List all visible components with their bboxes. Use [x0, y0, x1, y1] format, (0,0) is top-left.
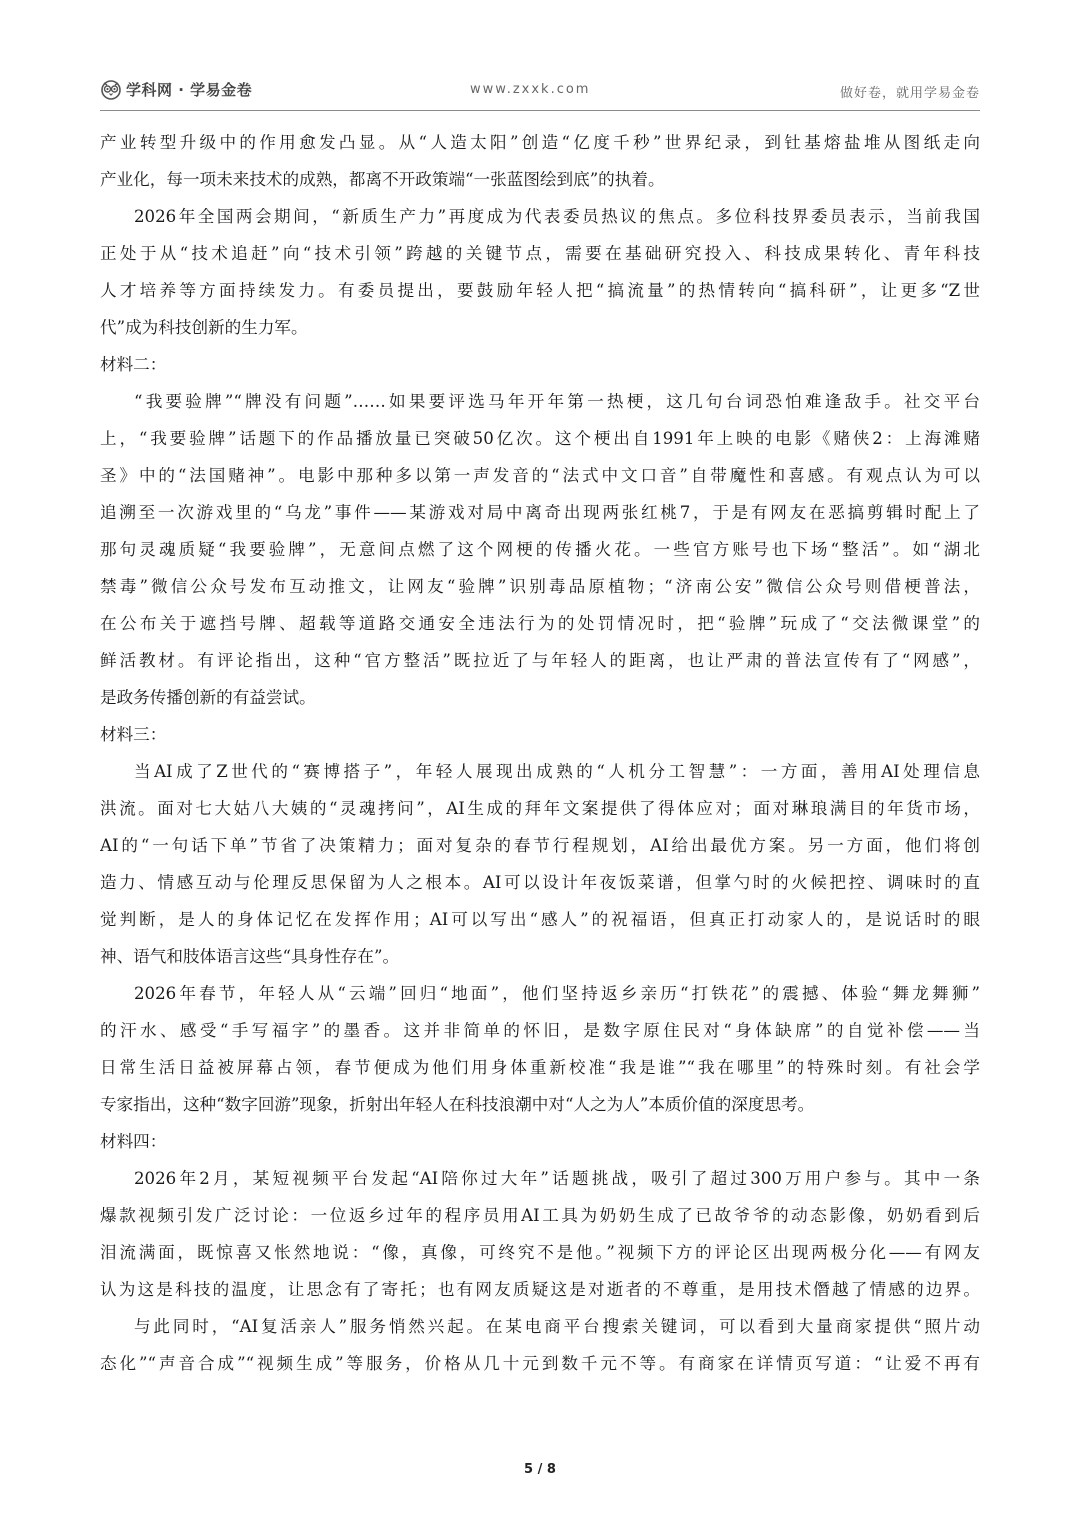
text-line: 2026年春节，年轻人从“云端”回归“地面”，他们坚持返乡亲历“打铁花”的震撼、体验“舞龙舞狮”: [134, 984, 980, 1003]
logo-text: 学科网 · 学易金卷: [126, 80, 253, 99]
header-slogan: 做好卷，就用学易金卷: [839, 86, 980, 101]
owl-logo-icon: [100, 78, 122, 100]
text-line: 产业化，每一项未来技术的成熟，都离不开政策端“一张蓝图绘到底”的执着。: [100, 170, 665, 189]
text-line: 是政务传播创新的有益尝试。: [100, 688, 316, 707]
text-line: 追溯至一次游戏里的“乌龙”事件——某游戏对局中离奇出现两张红桃7，于是有网友在恶搞剪辑时配上了: [100, 503, 980, 522]
text-line: “我要验牌”“牌没有问题”……如果要评选马年开年第一热梗，这几句台词恐怕难逢敌手。社交平台: [134, 392, 980, 411]
text-line: 态化”“声音合成”“视频生成”等服务，价格从几十元到数千元不等。有商家在详情页写道：“让爱不再有: [100, 1354, 980, 1373]
text-line: 2026年全国两会期间，“新质生产力”再度成为代表委员热议的焦点。多位科技界委员表示，当前我国: [134, 207, 980, 226]
text-line: 2026年2月，某短视频平台发起“AI陪你过大年”话题挑战，吸引了超过300万用户参与。其中一条: [134, 1169, 980, 1188]
text-line: 人才培养等方面持续发力。有委员提出，要鼓励年轻人把“搞流量”的热情转向“搞科研”，让更多“Z世: [100, 281, 980, 300]
section-heading: 材料三：: [100, 725, 167, 744]
text-line: 认为这是科技的温度，让思念有了寄托；也有网友质疑这是对逝者的不尊重，是用技术僭越了情感的边界。: [100, 1280, 980, 1299]
text-line: 洪流。面对七大姑八大姨的“灵魂拷问”，AI生成的拜年文案提供了得体应对；面对琳琅满目的年货市场，: [100, 799, 980, 818]
section-heading: 材料四：: [100, 1132, 167, 1151]
text-line: 造力、情感互动与伦理反思保留为人之根本。AI可以设计年夜饭菜谱，但掌勺时的火候把控、调味时的直: [100, 873, 980, 892]
text-line: 那句灵魂质疑“我要验牌”，无意间点燃了这个网梗的传播火花。一些官方账号也下场“整活”。如“湖北: [100, 540, 980, 559]
text-line: 正处于从“技术追赶”向“技术引领”跨越的关键节点，需要在基础研究投入、科技成果转化、青年科技: [100, 244, 980, 263]
text-line: 当AI成了Z世代的“赛博搭子”，年轻人展现出成熟的“人机分工智慧”：一方面，善用AI处理信息: [134, 762, 980, 781]
text-line: 专家指出，这种“数字回游”现象，折射出年轻人在科技浪潮中对“人之为人”本质价值的深度思考。: [100, 1095, 815, 1114]
text-line: 上，“我要验牌”话题下的作品播放量已突破50亿次。这个梗出自1991年上映的电影《赌侠2：上海滩赌: [100, 429, 980, 448]
text-line: 日常生活日益被屏幕占领，春节便成为他们用身体重新校准“我是谁”“我在哪里”的特殊时刻。有社会学: [100, 1058, 980, 1077]
text-line: 泪流满面，既惊喜又怅然地说：“像，真像，可终究不是他。”视频下方的评论区出现两极分化——有网友: [100, 1243, 980, 1262]
text-line: AI的“一句话下单”节省了决策精力；面对复杂的春节行程规划，AI给出最优方案。另一方面，他们将创: [100, 836, 980, 855]
page-number: 5 / 8: [524, 1462, 556, 1477]
text-line: 神、语气和肢体语言这些“具身性存在”。: [100, 947, 400, 966]
document-body: [100, 124, 980, 1382]
text-line: 圣》中的“法国赌神”。电影中那种多以第一声发音的“法式中文口音”自带魔性和喜感。有观点认为可以: [100, 466, 980, 485]
site-url[interactable]: www.zxxk.com: [470, 82, 591, 97]
text-line: 在公布关于遮挡号牌、超载等道路交通安全违法行为的处罚情况时，把“验牌”玩成了“交法微课堂”的: [100, 614, 980, 633]
text-line: 产业转型升级中的作用愈发凸显。从“人造太阳”创造“亿度千秒”世界纪录，到钍基熔盐堆从图纸走向: [100, 133, 980, 152]
page-header: [100, 74, 980, 111]
text-line: 与此同时，“AI复活亲人”服务悄然兴起。在某电商平台搜索关键词，可以看到大量商家提供“照片动: [134, 1317, 980, 1336]
text-line: 的汗水、感受“手写福字”的墨香。这并非简单的怀旧，是数字原住民对“身体缺席”的自觉补偿——当: [100, 1021, 980, 1040]
section-heading: 材料二：: [100, 355, 167, 374]
text-line: 觉判断，是人的身体记忆在发挥作用；AI可以写出“感人”的祝福语，但真正打动家人的，是说话时的眼: [100, 910, 980, 929]
text-line: 爆款视频引发广泛讨论：一位返乡过年的程序员用AI工具为奶奶生成了已故爷爷的动态影像，奶奶看到后: [100, 1206, 980, 1225]
text-line: 禁毒”微信公众号发布互动推文，让网友“验牌”识别毒品原植物；“济南公安”微信公众号则借梗普法，: [100, 577, 980, 596]
logo: [100, 78, 252, 100]
text-line: 代”成为科技创新的生力军。: [100, 318, 308, 337]
text-line: 鲜活教材。有评论指出，这种“官方整活”既拉近了与年轻人的距离，也让严肃的普法宣传有了“网感”，: [100, 651, 980, 670]
